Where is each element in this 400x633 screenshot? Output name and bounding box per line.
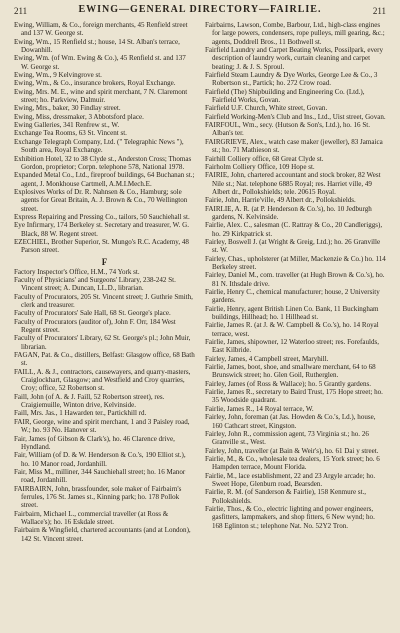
directory-entry: Ewing, William, & Co., foreign merchants, 45 Renfield street and 137 W. George st. [14,21,188,38]
directory-entry: Fairlie, M., lace establishment, 22 and 23 Argyle arcade; ho. Sweet Hope, Glenburn road, Bearsden. [205,471,376,488]
directory-entry: Fairlie, James R. (at J. & W. Campbell & Co.'s), ho. 14 Royal terrace, west. [205,321,379,338]
directory-entry: Faculty of Procurators (auditor of), John F. Orr, 184 West Regent street. [14,317,176,335]
directory-entry: Fairbairn, Michael L., commercial traveller (at Ross & Wallace's); ho. 16 Eskdale street. [14,509,169,526]
directory-entry: Fair, James (of Gibson & Clark's), ho. 46 Clarence drive, Hyndland. [14,434,175,451]
directory-entry: Fair, Miss M., milliner, 344 Sauchiehall street; ho. 16 Manor road, Jordanhill. [14,467,186,485]
directory-entry: Ewing, Wm., 9 Kelvingrove st. [14,71,102,80]
directory-entry: Fairfield Working-Men's Club and Ins., Ltd., Uist street, Govan. [205,112,386,121]
directory-entry: Fairley, James (of Ross & Wallace); ho. 5 Grantly gardens. [205,379,371,388]
page-header [14,4,386,20]
directory-entry: Fairley, James, 4 Campbell street, Maryhill. [205,354,329,363]
directory-entry: FAGAN, Pat. & Co., distillers, Belfast: Glasgow office, 68 Bath st. [14,351,195,368]
directory-entry: Exchange Tea Rooms, 63 St. Vincent st. [14,129,127,138]
left-column [14,21,195,543]
directory-entry: Fairley, John R., commission agent, 73 Virginia st.; ho. 26 Granville st., West. [205,429,369,447]
directory-entry: Faculty of Procurators' Sale Hall, 68 St. George's place. [14,309,171,318]
directory-entry: EZECHIEL, Brother Superior, St. Mungo's R.C. Academy, 48 Parson street. [14,237,189,255]
directory-entry: Faculty of Procurators' Library, 62 St. George's pl.; John Muir, librarian. [14,334,191,351]
directory-entry: Ewing, Miss, dressmaker, 3 Abbotsford place. [14,112,144,121]
directory-entry: Ewing, Mrs., baker, 30 Findlay street. [14,104,121,113]
directory-entry: Faculty of Physicians' and Surgeons' Library, 238-242 St. Vincent street; A. Duncan, LL.D., librarian. [14,275,176,293]
directory-entry: Ewing, Wm., & Co., insurance brokers, Royal Exchange. [14,79,176,88]
directory-entry: Fairfield (The) Shipbuilding and Engineering Co. (Ltd.), Fairfield Works, Govan. [205,87,365,105]
directory-entry: FAIRGRIEVE, Alex., watch case maker (jeweller), 83 Jamaica st.; ho. 71 Mathieson st. [205,137,383,155]
directory-entry: FAIRFOUL, Wm., secy. (Hutson & Son's, Ltd.), ho. 16 St. Alban's ter. [205,121,370,138]
running-title: EWING—GENERAL DIRECTORY—FAIRLIE. [78,4,322,15]
directory-entry: Fairlie, James, shipowner, 12 Waterloo street; res. Forefaulds, East Kilbride. [205,338,379,355]
directory-entry: Fairlie, Henry, agent British Linen Co. Bank, 11 Buckingham buildings, Hillhead; ho. 1 Hillhead st. [205,304,379,322]
directory-entry: Fairlie, R. M. (of Sanderson & Fairlie), 158 Kenmure st., Pollokshields. [205,488,367,505]
directory-entry: Fairbairn & Wingfield, chartered accountants (and at London), 142 St. Vincent street. [14,526,191,543]
directory-entry: Exchange Telegraph Company, Ltd. (" Telegraphic News "), South area, Royal Exchange. [14,137,184,155]
directory-entry: Expanded Metal Co., Ltd., fireproof buildings, 64 Buchanan st.; agent, J. Monkhouse Cartmell, A.M.I.Mech.E. [14,171,195,188]
directory-entry: Faculty of Procurators, 205 St. Vincent street; J. Guthrie Smith, clerk and treasurer. [14,292,193,309]
directory-entry: FAIRBAIRN, John, brassfounder, sole maker of Fairbairn's ferrules, 176 St. James st., Kinning park; ho. 178 Pollok street. [14,484,182,510]
directory-entry: Ewing, Mrs. M. E., wine and spirit merchant, 7 N. Claremont street; ho. Parkview, Dalmuir. [14,87,188,105]
directory-entry: FAIRLIE, A. R. (at P. Henderson & Co.'s), ho. 10 Jedburgh gardens, N. Kelvinside. [205,204,372,221]
directory-entry: Fairlie, Thos., & Co., electric lighting and power engineers, gasfitters, lampmakers, and shop fitters, 6 New wynd; ho. 168 Eglinton st.; telephone Nat. No. 52Y2 Tron. [205,504,375,530]
directory-entry: FAIRIE, John, chartered accountant and stock broker, 82 West Nile st.; Nat. telephone 6885 Royal; res. Harriet ville, 49 Albert dr., Pollokshields; tele. 20615 Royal. [205,171,381,196]
directory-entry: Fairbairns, Lawson, Combe, Barbour, Ltd., high-class engines for large powers, condensers, rope pulleys, mill gearing, &c.; agents, Doddrell Bros., 11 Bothwell st. [205,21,385,46]
directory-entry: Fairie, John, Harrie'ville, 49 Albert dr., Pollokshields. [205,196,356,205]
directory-entry: Fairley, John, traveller (at Bain & Weir's), ho. 61 Dai y street. [205,446,379,455]
directory-entry: Fairley, Boswell J. (at Wright & Greig, Ltd.); ho. 26 Granville st. W. [205,237,381,255]
directory-entry: Fairlie, James, boot, shoe, and smallware merchant, 64 to 68 Brunswick street; ho. Glen Goil, Rutherglen. [205,363,376,380]
directory-entry: Fairley, John, foreman (at Jas. Howden & Co.'s, Ld.), house, 160 Cathcart street, Kingston. [205,413,376,430]
directory-entry: Fairlie, James R., secretary to Baird Trust, 175 Hope street; ho. 35 Woodside quadrant. [205,388,383,405]
directory-entry: Fairley, Daniel M., com. traveller (at Hugh Brown & Co.'s), ho. 81 N. Ithsdale drive. [205,271,385,288]
directory-entry: Exhibition Hotel, 32 to 38 Clyde st., Anderston Cross; Thomas Gordon, proprietor; Corpn. telephone 578, National 1978. [14,154,192,171]
directory-entry: FAILL, A. & J., contractors, causewayers, and quarry-masters, Craiglockhart, Glasgow; and Westfield and Croy quarries, Croy; office, 52 Robertson st. [14,367,191,393]
directory-entry: Ewing, Wm., 15 Renfield st.; house, 14 St. Alban's terrace, Dowanhill. [14,37,180,55]
directory-entry: Fairlie, James R., 14 Royal terrace, W. [205,404,314,413]
directory-entry: Express Repairing and Pressing Co., tailors, 50 Sauchiehall st. [14,212,190,221]
directory-entry: Fairlie, Alex. C., salesman (C. Rattray & Co., 20 Candleriggs), ho. 29 Kirkpatrick st. [205,221,383,238]
page-number: 211 [14,6,28,16]
right-column [205,21,386,530]
directory-entry: Ewing Galleries, 341 Renfrew st., W. [14,121,120,130]
directory-entry: Fairhill Colliery office, 68 Great Clyde st. [205,154,324,163]
directory-entry: Fairholm Colliery Office, 109 Hope st. [205,162,315,171]
directory-entry: Fairfield U.F. Church, White street, Govan. [205,104,328,113]
directory-entry: Factory Inspector's Office, H.M., 74 York st. [14,267,140,276]
directory-entry: Fair, William (of D. & W. Henderson & Co.'s, 190 Elliot st.), ho. 10 Manor road, Jordanhill. [14,451,186,468]
directory-entry: Fairfield Laundry and Carpet Beating Works, Possilpark, every description of laundry work, curtain cleaning and carpet beating; J. & J. S. Sproul. [205,46,383,71]
directory-entry: Fairlie, Henry C., chemical manufacturer; house, 2 University gardens. [205,288,380,305]
section-letter: F [101,256,108,267]
directory-entry: Explosives Works of Dr. R. Nahnsen & Co., Hamburg; sole agents for Great Britain, A. J. Brown & Co., 70 Wellington street. [14,187,188,213]
directory-entry: Fairlie, M., & Co., wholesale tea dealers, 15 York street; ho. 6 Hampden terrace, Mount Florida. [205,454,380,472]
directory-entry: Fairley, Chas., upholsterer (at Miller, Mackenzie & Co.) ho. 114 Berkeley street. [205,254,386,271]
directory-entry: Faill, John (of A. & J. Faill, 52 Robertson street), res. Craigiemuille, Winton drive, Kelvinside. [14,392,165,410]
directory-entry: Ewing, Wm. (of Wm. Ewing & Co.), 45 Renfield st. and 137 W. George st. [14,54,186,71]
directory-entry: Fairfield Steam Laundry & Dye Works, George Lee & Co., 3 Robertson st., Partick; ho. 272 Crow road. [205,71,378,88]
directory-entry: FAIR, George, wine and spirit merchant, 1 and 3 Paisley road, W.; ho. 93 No. Hanover st. [14,417,190,435]
directory-entry: Faill, Mrs. Jas., 1 Hawarden ter., Partickhill rd. [14,409,147,418]
directory-entry: Eye Infirmary, 174 Berkeley st. Secretary and treasurer, W. G. Black, 88 W. Regent street. [14,221,189,238]
page-number-right: 211 [372,6,386,16]
